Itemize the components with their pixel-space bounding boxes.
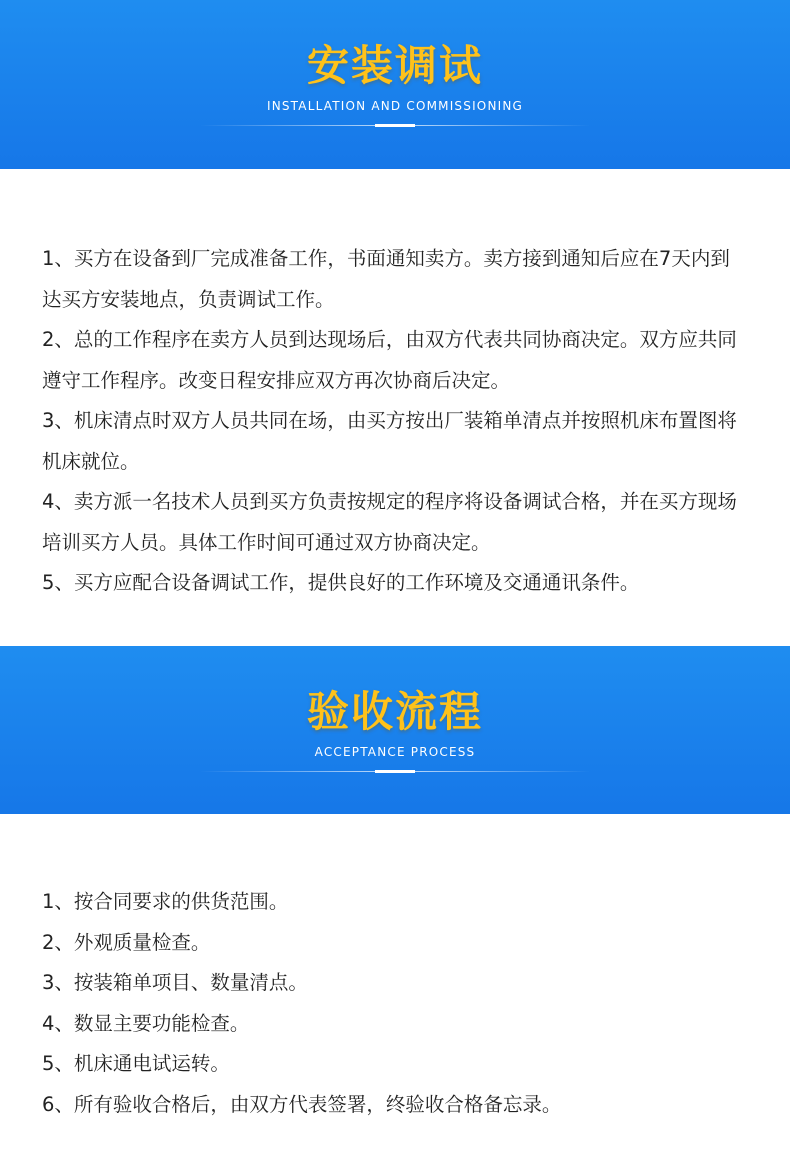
installation-item-3: 3、机床清点时双方人员共同在场，由买方按出厂装箱单清点并按照机床布置图将机床就位。 bbox=[42, 409, 737, 473]
acceptance-divider-accent bbox=[375, 770, 415, 773]
installation-item-4: 4、卖方派一名技术人员到买方负责按规定的程序将设备调试合格，并在买方现场培训买方人员。具体工作时间可通过双方协商决定。 bbox=[42, 490, 737, 554]
acceptance-item-1: 1、按合同要求的供货范围。 bbox=[42, 890, 289, 913]
installation-item-2: 2、总的工作程序在卖方人员到达现场后，由双方代表共同协商决定。双方应共同遵守工作程序。改变日程安排应双方再次协商后决定。 bbox=[42, 328, 737, 392]
installation-list bbox=[42, 239, 748, 604]
acceptance-item-6: 6、所有验收合格后，由双方代表签署，终验收合格备忘录。 bbox=[42, 1092, 562, 1116]
acceptance-subtitle: ACCEPTANCE PROCESS bbox=[314, 745, 476, 759]
installation-divider-accent bbox=[375, 124, 415, 127]
acceptance-item-4: 4、数显主要功能检查。 bbox=[42, 1011, 250, 1035]
installation-item-1: 1、买方在设备到厂完成准备工作，书面通知卖方。卖方接到通知后应在7天内到达买方安装地点，负责调试工作。 bbox=[42, 247, 730, 311]
installation-section bbox=[0, 169, 790, 646]
acceptance-section bbox=[0, 814, 790, 1171]
acceptance-banner bbox=[0, 646, 790, 814]
installation-item-5: 5、买方应配合设备调试工作，提供良好的工作环境及交通通讯条件。 bbox=[42, 571, 640, 594]
acceptance-list bbox=[42, 882, 748, 1125]
acceptance-item-5: 5、机床通电试运转。 bbox=[42, 1052, 230, 1075]
installation-banner bbox=[0, 0, 790, 169]
installation-subtitle: INSTALLATION AND COMMISSIONING bbox=[266, 99, 524, 113]
acceptance-item-3: 3、按装箱单项目、数量清点。 bbox=[42, 971, 308, 994]
installation-title: 安装调试 bbox=[306, 41, 483, 90]
acceptance-item-2: 2、外观质量检查。 bbox=[42, 930, 211, 954]
acceptance-title: 验收流程 bbox=[306, 687, 483, 736]
